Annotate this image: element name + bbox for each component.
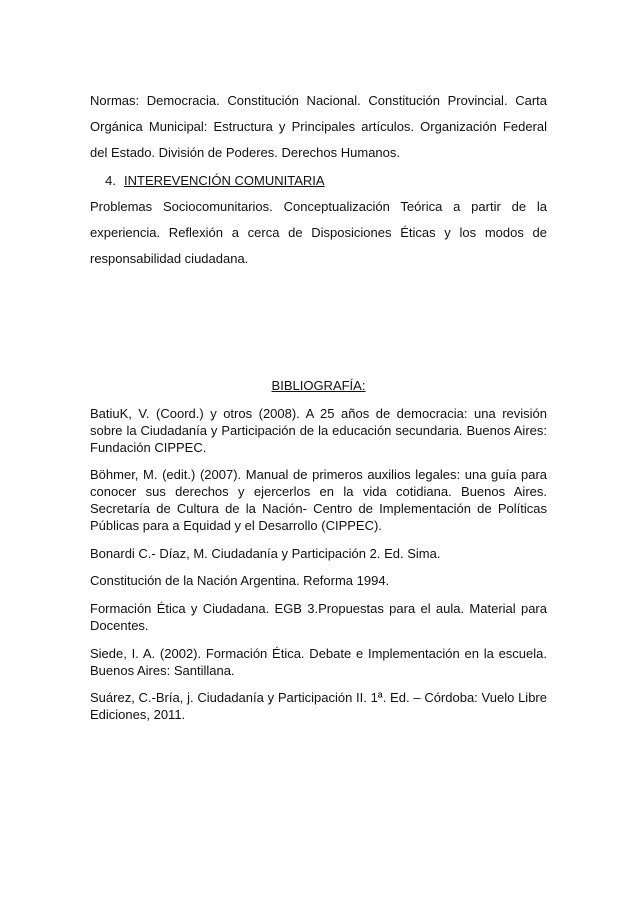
bibliography-title: BIBLIOGRAFÍA: bbox=[271, 378, 366, 393]
norms-paragraph: Normas: Democracia. Constitución Nacional. Constitución Provincial. Carta Orgánica Municipal: Estructura y Principales artículos. Organización Federal del Estado. División de Poderes. Derechos Humanos. bbox=[90, 93, 547, 160]
bibliography-entry: BatiuK, V. (Coord.) y otros (2008). A 25 años de democracia: una revisión sobre la Ciudadanía y Participación de la educación secundaria. Buenos Aires: Fundación CIPPEC. bbox=[90, 406, 547, 455]
bibliography-entry: Suárez, C.-Bría, j. Ciudadanía y Participación II. 1ª. Ed. – Córdoba: Vuelo Libre Ediciones, 2011. bbox=[90, 690, 547, 723]
bibliography-entry: Siede, I. A. (2002). Formación Ética. Debate e Implementación en la escuela. Buenos Aires: Santillana. bbox=[90, 645, 547, 678]
section-4-heading bbox=[90, 168, 547, 194]
bibliography-entry: Formación Ética y Ciudadana. EGB 3.Propuestas para el aula. Material para Docentes. bbox=[90, 601, 547, 633]
document-page bbox=[90, 88, 547, 724]
bibliography-entry: Bonardi C.- Díaz, M. Ciudadanía y Participación 2. Ed. Sima. bbox=[90, 545, 441, 561]
bibliography-list bbox=[90, 406, 547, 724]
section-4-title: INTEREVENCIÓN COMUNITARIA bbox=[124, 173, 325, 188]
section-4-number: 4. bbox=[105, 173, 116, 188]
section-4-paragraph: Problemas Sociocomunitarios. Conceptualización Teórica a partir de la experiencia. Reflexión a cerca de Disposiciones Éticas y los modos de responsabilidad ciudadana. bbox=[90, 199, 547, 266]
bibliography-entry: Böhmer, M. (edit.) (2007). Manual de primeros auxilios legales: una guía para conocer sus derechos y ejercerlos en la vida cotidiana. Buenos Aires. Secretaría de Cultura de la Nación- Centro de Implementación de Políticas Públicas para a Equidad y el Desarrollo (CIPPEC). bbox=[90, 467, 547, 533]
bibliography-entry: Constitución de la Nación Argentina. Reforma 1994. bbox=[90, 573, 390, 589]
